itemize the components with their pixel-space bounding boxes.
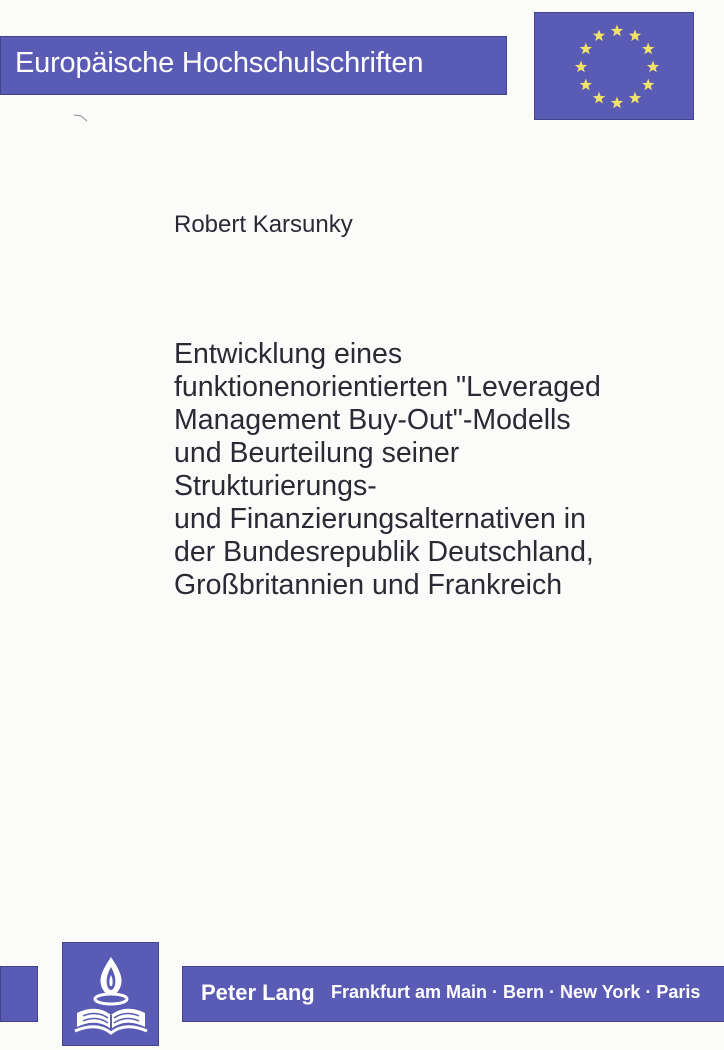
eu-flag — [534, 12, 694, 120]
book-title-line: und Finanzierungsalternativen in — [174, 503, 586, 535]
publisher-logo-box — [62, 942, 159, 1046]
left-color-stub — [0, 966, 38, 1022]
series-title: Europäische Hochschulschriften — [15, 47, 424, 79]
book-title-line: Großbritannien und Frankreich — [174, 569, 563, 601]
book-title-line: der Bundesrepublik Deutschland, — [174, 536, 594, 568]
author-name: Robert Karsunky — [174, 211, 353, 238]
book-title-line: Entwicklung eines — [174, 338, 403, 370]
book-title-line: funktionenorientierten "Leveraged — [174, 371, 601, 403]
eu-stars-icon — [535, 13, 695, 121]
book-title — [174, 338, 719, 602]
eu-star-icon — [593, 92, 605, 104]
eu-star-icon — [611, 25, 623, 37]
book-title-line: Management Buy-Out"-Modells — [174, 404, 571, 436]
eu-star-icon — [593, 29, 605, 41]
book-title-line: und Beurteilung seiner — [174, 437, 460, 469]
publisher-name: Peter Lang — [201, 980, 315, 1005]
eu-star-icon — [642, 79, 654, 91]
book-title-line: Strukturierungs- — [174, 470, 377, 502]
eu-star-icon — [575, 61, 587, 73]
eu-star-icon — [629, 92, 641, 104]
eu-star-icon — [642, 43, 654, 55]
eu-star-icon — [611, 97, 623, 109]
eu-star-icon — [580, 43, 592, 55]
publisher-cities: Frankfurt am Main · Bern · New York · Paris — [331, 982, 701, 1002]
peter-lang-logo-icon — [63, 943, 160, 1047]
eu-star-icon — [580, 79, 592, 91]
eu-star-icon — [647, 61, 659, 73]
eu-star-icon — [629, 29, 641, 41]
paper-speck — [72, 112, 92, 124]
series-banner — [0, 36, 507, 95]
publisher-banner — [182, 966, 724, 1022]
